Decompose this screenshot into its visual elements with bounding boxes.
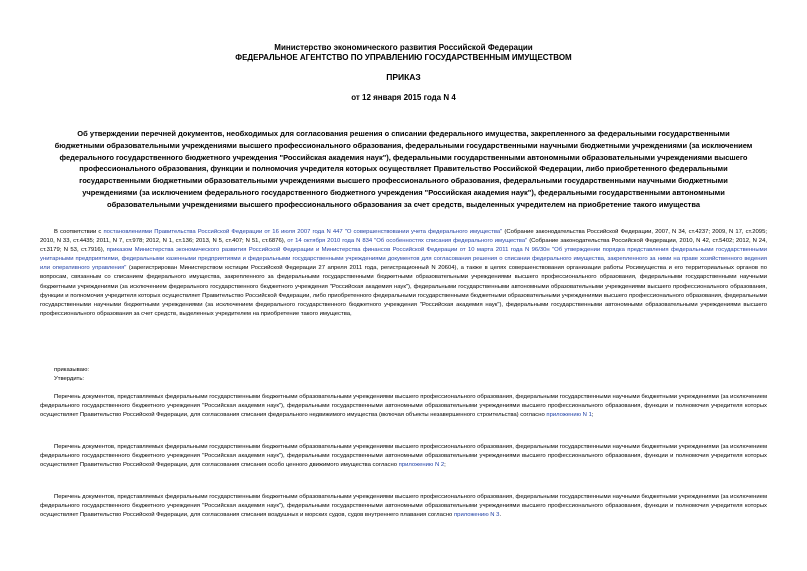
resolution-link-834[interactable]: от 14 октября 2010 года N 834 "Об особенностях списания федерального имущества" bbox=[287, 238, 528, 245]
appendix-2-link[interactable]: приложению N 2 bbox=[398, 462, 445, 469]
document-title: Об утверждении перечней документов, необходимых для согласования решения о списании федерального имущества, закрепленного за федеральными государственными бюджетными образовательными учреждениями высшего профессионального образования, федеральными государственными научными бюджетными учреждениями (за исключением федерального государственного бюджетного учреждения "Российская академия наук"), федеральными государственными автономными образовательными учреждениями высшего профессионального образования, функции и полномочия учредителя которых осуществляет Правительство Российской Федерации, либо приобретенного федеральными государственными бюджетными образовательными учреждениями высшего профессионального образования, федеральными государственными научными бюджетными учреждениями (за исключением федерального государственного бюджетного учреждения "Российская академия наук"), федеральными государственными автономными образовательными учреждениями высшего профессионального образования за счет средств, выделенных учредителем на приобретение такого имущества bbox=[54, 129, 753, 209]
order-link-96-30n[interactable]: приказом Министерства экономического развития Российской Федерации и Министерства финансов Российской Федерации от 10 марта 2011 года N 96/30н "Об утверждении порядка представления федеральными государственными унитарными предприятиями, федеральными казенными предприятиями и федеральными государственными учреждениями документов для согласования решения о списании федерального имущества, закрепленного за ними на праве хозяйственного ведения или оперативного управления" bbox=[40, 247, 767, 272]
appendix-3-link[interactable]: приложению N 3 bbox=[453, 512, 500, 519]
agency-name: ФЕДЕРАЛЬНОЕ АГЕНТСТВО ПО УПРАВЛЕНИЮ ГОСУДАРСТВЕННЫМ ИМУЩЕСТВОМ bbox=[235, 53, 572, 62]
preamble-text-2: (Собрание законодательства Российской Федерации, 2007, N 34, ст.4237; 2009, N 17, ст.2095; 2010, N 33, ст.4435; 2011, N 7, ст.978; 2012, N 1, ст.136; 2013, N 5, ст.407; N 51, ст.6876), bbox=[40, 229, 768, 245]
preamble-text-4: (зарегистрирован Министерством юстиции Российской Федерации 27 апреля 2011 года, регистрационный N 20604), а также в целях совершенствования организации работы Росимущества и его территориальных органов по вопросам, связанным со списанием федерального имущества, закрепленного за федеральными государственными бюджетными образовательными учреждениями высшего профессионального образования, федеральными государственными научными бюджетными учреждениями (за исключением федерального государственного бюджетного учреждения "Российская академия наук"), федеральными государственными автономными образовательными учреждениями высшего профессионального образования, функции и полномочия учредителя которых осуществляет Правительство Российской Федерации, либо приобретенного федеральными государственными бюджетными образовательными учреждениями высшего профессионального образования, федеральными государственными научными бюджетными учреждениями (за исключением федерального государственного бюджетного учреждения "Российская академия наук"), федеральными государственными автономными образовательными учреждениями высшего профессионального образования за счет средств, выделенных учредителем на приобретение такого имущества, bbox=[40, 265, 768, 317]
preamble-paragraph bbox=[40, 228, 767, 319]
preamble-text-3: (Собрание законодательства Российской Федерации, 2010, N 42, ст.5402; 2012, N 24, ст.3179; N 53, ст.7916), bbox=[40, 238, 767, 254]
list-item: Перечень документов, представляемых федеральными государственными бюджетными образовательными учреждениями высшего профессионального образования, федеральными государственными научными бюджетными учреждениями (за исключением федерального государственного бюджетного учреждения "Российская академия наук"), федеральными государственными автономными образовательными учреждениями высшего профессионального образования, функции и полномочия учредителя которых осуществляет Правительство Российской Федерации, для согласования списания особо ценного движимого имущества согласно приложению N 2; bbox=[40, 444, 767, 469]
list-item: Перечень документов, представляемых федеральными государственными бюджетными образовательными учреждениями высшего профессионального образования, федеральными государственными научными бюджетными учреждениями (за исключением федерального государственного бюджетного учреждения "Российская академия наук"), федеральными государственными автономными образовательными учреждениями высшего профессионального образования, функции и полномочия учредителя которых осуществляет Правительство Российской Федерации, для согласования списания воздушных и морских судов, судов внутреннего плавания согласно приложению N 3. bbox=[40, 494, 767, 519]
resolution-link-447[interactable]: постановлениями Правительства Российской Федерации от 16 июля 2007 года N 447 "О совершенствовании учета федерального имущества" bbox=[103, 229, 503, 235]
order-word: приказываю: bbox=[54, 367, 90, 373]
approve-word: Утвердить: bbox=[54, 376, 85, 382]
preamble-text-1: В соответствии с bbox=[54, 229, 104, 235]
ministry-name: Министерство экономического развития Российской Федерации bbox=[274, 43, 533, 52]
document-date-number: от 12 января 2015 года N 4 bbox=[351, 93, 456, 102]
list-item: Перечень документов, представляемых федеральными государственными бюджетными образовательными учреждениями высшего профессионального образования, федеральными государственными научными бюджетными учреждениями (за исключением федерального государственного бюджетного учреждения "Российская академия наук"), федеральными государственными автономными образовательными учреждениями высшего профессионального образования, функции и полномочия учредителя которых осуществляет Правительство Российской Федерации, для согласования списания федерального недвижимого имущества (включая объекты незавершенного строительства) согласно приложению N 1; bbox=[40, 394, 767, 419]
document-type: ПРИКАЗ bbox=[386, 72, 421, 82]
appendix-1-link[interactable]: приложению N 1 bbox=[546, 412, 592, 419]
